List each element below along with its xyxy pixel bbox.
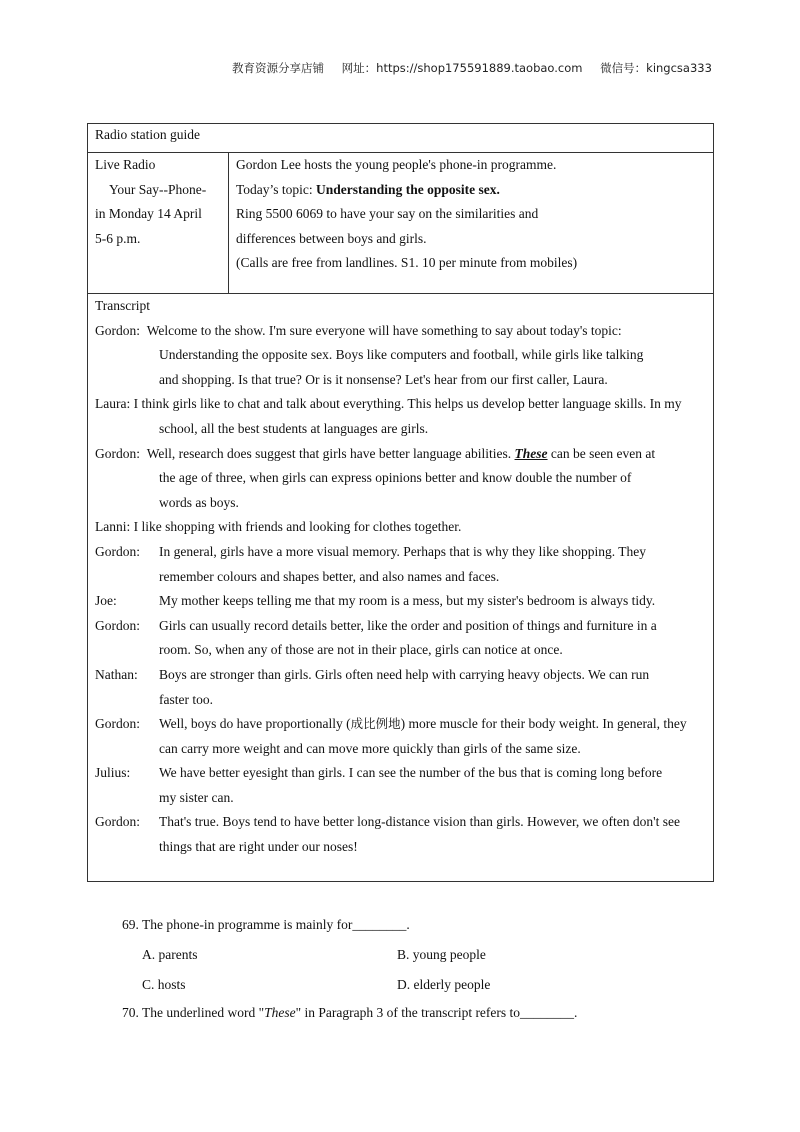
speaker: Gordon: bbox=[95, 814, 140, 830]
transcript-entry bbox=[95, 392, 706, 441]
line-text: Welcome to the show. I'm sure everyone will have something to say about today's topic: bbox=[146, 322, 622, 338]
options-row bbox=[122, 970, 722, 1000]
line-text: can be seen even at bbox=[550, 445, 656, 461]
transcript-entry bbox=[95, 540, 706, 589]
transcript-entry bbox=[95, 761, 706, 810]
line-text: Girls can usually record details better, like the order and position of things and furniture in a bbox=[159, 617, 657, 633]
transcript bbox=[88, 294, 713, 860]
line-text: and shopping. Is that true? Or is it nonsense? Let's hear from our first caller, Laura. bbox=[159, 371, 608, 387]
underlined-word: These bbox=[514, 445, 548, 461]
transcript-heading: Transcript bbox=[95, 298, 151, 313]
line-text: Well, research does suggest that girls have better language abilities. bbox=[146, 445, 512, 461]
speaker: Gordon: bbox=[95, 445, 140, 461]
speaker: Gordon: bbox=[95, 322, 140, 338]
speaker: Nathan: bbox=[95, 666, 138, 682]
line-text: We have better eyesight than girls. I can see the number of the bus that is coming long before bbox=[159, 765, 663, 781]
line-text: In general, girls have a more visual memory. Perhaps that is why they like shopping. They bbox=[159, 543, 647, 559]
chinese-gloss: 成比例地 bbox=[350, 716, 401, 732]
line-text: My mother keeps telling me that my room is a mess, but my sister's bedroom is always tidy. bbox=[159, 593, 656, 609]
schedule-line: 5-6 p.m. bbox=[95, 230, 141, 246]
speaker: Joe: bbox=[95, 593, 117, 609]
options-row bbox=[122, 940, 722, 970]
question-stem: " in Paragraph 3 of the transcript refers to________. bbox=[295, 1005, 578, 1020]
schedule-line: Live Radio bbox=[95, 157, 156, 172]
question-69 bbox=[122, 910, 722, 1000]
page-header bbox=[232, 60, 752, 76]
transcript-entry bbox=[95, 319, 706, 393]
line-text: I like shopping with friends and looking for clothes together. bbox=[133, 519, 462, 535]
line-text: faster too. bbox=[159, 691, 213, 707]
line-text: can carry more weight and can move more quickly than girls of the same size. bbox=[159, 740, 581, 756]
line-text: Boys are stronger than girls. Girls often need help with carrying heavy objects. We can run bbox=[159, 666, 650, 682]
line-text: That's true. Boys tend to have better long-distance vision than girls. However, we often don't see bbox=[159, 814, 680, 830]
topic-line bbox=[236, 178, 713, 203]
option-a[interactable]: A. parents bbox=[142, 947, 198, 962]
line-text: words as boys. bbox=[159, 494, 239, 510]
topic-prefix: Today’s topic: bbox=[236, 181, 317, 197]
shop-name: 教育资源分享店铺 bbox=[232, 61, 324, 75]
transcript-entry bbox=[95, 712, 706, 761]
transcript-entry bbox=[95, 810, 706, 859]
schedule-line: in Monday 14 April bbox=[95, 206, 202, 222]
line-text: the age of three, when girls can express opinions better and know double the number of bbox=[159, 470, 632, 486]
speaker: Gordon: bbox=[95, 716, 140, 732]
transcript-entry bbox=[95, 614, 706, 663]
transcript-entry bbox=[95, 515, 706, 540]
line-text: ) more muscle for their body weight. In general, they bbox=[400, 716, 687, 732]
description-line: Gordon Lee hosts the young people's phone-in programme. bbox=[236, 157, 557, 172]
speaker: Lanni: bbox=[95, 519, 131, 535]
transcript-entry bbox=[95, 442, 706, 516]
question-stem: 69. The phone-in programme is mainly for________. bbox=[122, 917, 410, 932]
option-d[interactable]: D. elderly people bbox=[397, 977, 491, 992]
line-text: room. So, when any of those are not in their place, girls can notice at once. bbox=[159, 642, 563, 658]
shop-url[interactable]: 网址：https://shop175591889.taobao.com bbox=[341, 61, 583, 75]
question-70 bbox=[122, 998, 577, 1028]
description-line: Ring 5500 6069 to have your say on the similarities and bbox=[236, 206, 539, 222]
speaker: Gordon: bbox=[95, 543, 140, 559]
guide-title: Radio station guide bbox=[88, 124, 713, 153]
speaker: Laura: bbox=[95, 396, 131, 412]
programme-info-row bbox=[88, 153, 713, 294]
line-text: things that are right under our noses! bbox=[159, 839, 358, 855]
transcript-entry bbox=[95, 589, 706, 614]
quoted-word: These bbox=[264, 1005, 296, 1020]
radio-guide-table bbox=[87, 123, 714, 882]
description-line: (Calls are free from landlines. S1. 10 per minute from mobiles) bbox=[236, 255, 578, 271]
transcript-entry bbox=[95, 663, 706, 712]
description-line: differences between boys and girls. bbox=[236, 230, 427, 246]
schedule-line: Your Say--Phone- bbox=[109, 181, 207, 197]
programme-schedule bbox=[88, 153, 229, 293]
line-text: I think girls like to chat and talk about everything. This helps us develop better language skills. In my bbox=[133, 396, 682, 412]
topic-title: Understanding the opposite sex. bbox=[316, 181, 500, 197]
line-text: school, all the best students at languages are girls. bbox=[159, 420, 429, 436]
option-b[interactable]: B. young people bbox=[397, 947, 486, 962]
question-stem: 70. The underlined word " bbox=[122, 1005, 265, 1020]
line-text: Understanding the opposite sex. Boys like computers and football, while girls like talking bbox=[159, 347, 644, 363]
speaker: Julius: bbox=[95, 765, 131, 781]
line-text: remember colours and shapes better, and also names and faces. bbox=[159, 568, 500, 584]
option-c[interactable]: C. hosts bbox=[142, 977, 186, 992]
wechat-id: 微信号：kingcsa333 bbox=[600, 61, 712, 75]
programme-description bbox=[229, 153, 713, 293]
line-text: Well, boys do have proportionally ( bbox=[159, 716, 351, 732]
speaker: Gordon: bbox=[95, 617, 140, 633]
line-text: my sister can. bbox=[159, 789, 234, 805]
